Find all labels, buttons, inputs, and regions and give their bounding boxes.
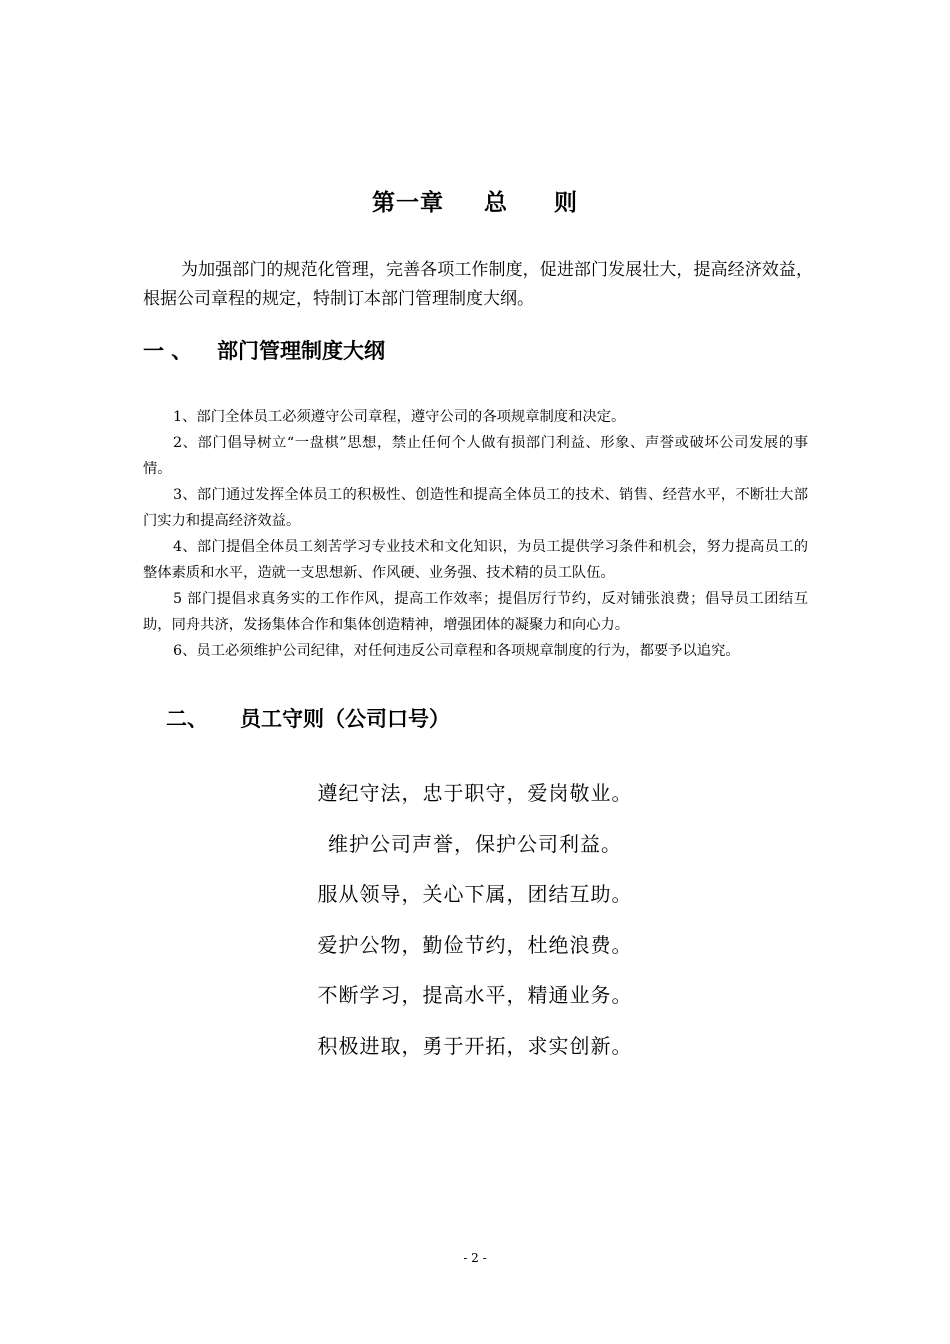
section-heading-2	[166, 703, 450, 733]
chapter-title-part1: 总	[484, 190, 508, 216]
section-title: 员工守则（公司口号）	[240, 707, 450, 731]
section-heading-1	[143, 335, 385, 365]
rule-item: 2、部门倡导树立“一盘棋”思想，禁止任何个人做有损部门利益、形象、声誉或破坏公司发展的事情。	[143, 435, 808, 477]
chapter-label: 第一章	[372, 190, 444, 216]
slogan-item: 遵纪守法，忠于职守，爱岗敬业。	[317, 781, 633, 805]
rule-item: 4、部门提倡全体员工刻苦学习专业技术和文化知识，为员工提供学习条件和机会，努力提高员工的整体素质和水平，造就一支思想新、作风硬、业务强、技术精的员工队伍。	[143, 539, 808, 581]
chapter-title	[0, 184, 950, 217]
slogan-item: 爱护公物，勤俭节约，杜绝浪费。	[317, 932, 633, 957]
slogan-item: 服从领导，关心下属，团结互助。	[317, 882, 633, 906]
rule-item: 3、部门通过发挥全体员工的积极性、创造性和提高全体员工的技术、销售、经营水平，不断壮大部门实力和提高经济效益。	[143, 487, 808, 529]
rule-item: 5 部门提倡求真务实的工作作风，提高工作效率；提倡厉行节约，反对铺张浪费；倡导员工团结互助，同舟共济，发扬集体合作和集体创造精神，增强团体的凝聚力和向心力。	[143, 591, 808, 633]
chapter-title-part2: 则	[554, 190, 578, 216]
rules-list	[143, 404, 808, 664]
slogan-list	[0, 775, 950, 1078]
rule-item: 6、员工必须维护公司纪律，对任何违反公司章程和各项规章制度的行为，都要予以追究。	[173, 643, 740, 659]
slogan-item: 积极进取，勇于开拓，求实创新。	[317, 1033, 633, 1058]
slogan-item: 维护公司声誉，保护公司利益。	[328, 831, 622, 856]
intro-paragraph: 为加强部门的规范化管理，完善各项工作制度，促进部门发展壮大，提高经济效益，根据公司章程的规定，特制订本部门管理制度大纲。	[143, 260, 813, 309]
section-title: 部门管理制度大纲	[217, 339, 385, 363]
page-number: - 2 -	[463, 1251, 487, 1265]
rule-item: 1、部门全体员工必须遵守公司章程，遵守公司的各项规章制度和决定。	[173, 409, 626, 425]
slogan-item: 不断学习，提高水平，精通业务。	[317, 983, 633, 1007]
section-number: 二、	[166, 707, 208, 731]
section-number: 一 、	[143, 339, 193, 363]
